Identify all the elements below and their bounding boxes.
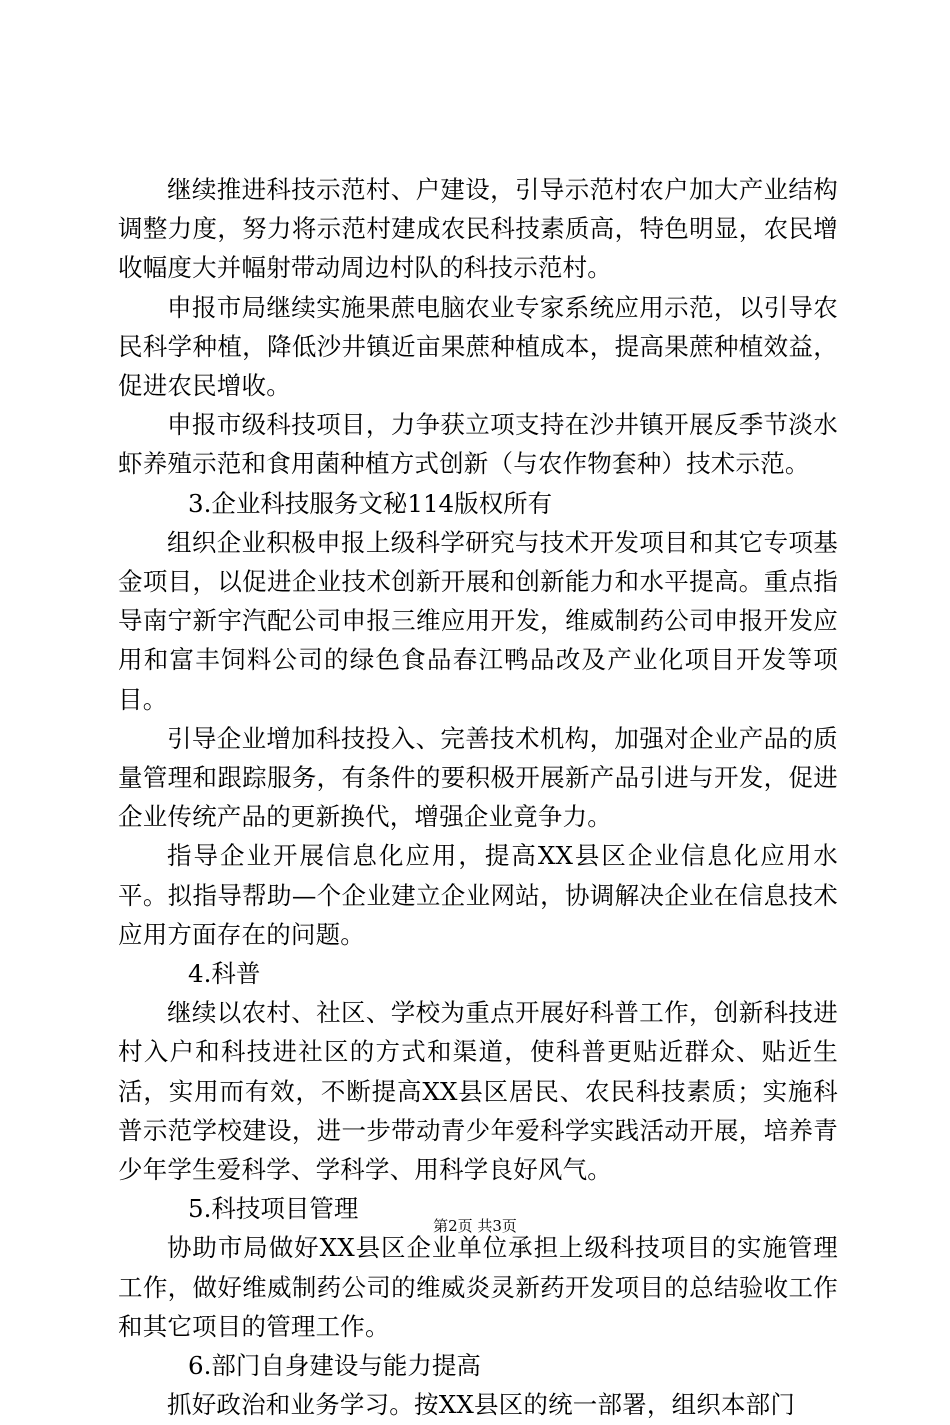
- section-heading-project-management: 5.科技项目管理: [188, 1194, 359, 1224]
- paragraph-demo-village: 继续推进科技示范村、户建设，引导示范村农户加大产业结构调整力度，努力将示范村建成农民科技素质高，特色明显，农民增收幅度大并幅射带动周边村队的科技示范村。: [118, 175, 838, 283]
- paragraph-enterprise-projects: 组织企业积极申报上级科学研究与技术开发项目和其它专项基金项目，以促进企业技术创新开展和创新能力和水平提高。重点指导南宁新宇汽配公司申报三维应用开发，维威制药公司申报开发应用和富丰饲料公司的绿色食品春江鸭品改及产业化项目开发等项目。: [118, 527, 838, 714]
- section-heading-science-popularization: 4.科普: [188, 959, 261, 989]
- page-number-footer: 第2页 共3页: [433, 1217, 517, 1235]
- paragraph-science-popularization: 继续以农村、社区、学校为重点开展好科普工作，创新科技进村入户和科技进社区的方式和渠道，使科普更贴近群众、贴近生活，实用而有效，不断提高XX县区居民、农民科技素质；实施科普示范学校建设，进一步带动青少年爱科学实践活动开展，培养青少年学生爱科学、学科学、用科学良好风气。: [118, 998, 838, 1185]
- paragraph-project-management: 协助市局做好XX县区企业单位承担上级科技项目的实施管理工作，做好维威制药公司的维威炎灵新药开发项目的总结验收工作和其它项目的管理工作。: [118, 1233, 838, 1341]
- paragraph-sugarcane-expert-system: 申报市局继续实施果蔗电脑农业专家系统应用示范，以引导农民科学种植，降低沙井镇近亩果蔗种植成本，提高果蔗种植效益，促进农民增收。: [118, 292, 838, 401]
- paragraph-political-study: 抓好政治和业务学习。按XX县区的统一部署，组织本部门: [167, 1390, 796, 1420]
- document-body: [118, 170, 838, 1425]
- paragraph-enterprise-investment: 引导企业增加科技投入、完善技术机构，加强对企业产品的质量管理和跟踪服务，有条件的要积极开展新产品引进与开发，促进企业传统产品的更新换代，增强企业竟争力。: [118, 723, 838, 832]
- paragraph-informatization: 指导企业开展信息化应用，提高XX县区企业信息化应用水平。拟指导帮助—个企业建立企业网站，协调解决企业在信息技术应用方面存在的问题。: [118, 841, 838, 949]
- section-heading-department-building: 6.部门自身建设与能力提高: [188, 1351, 481, 1381]
- paragraph-city-project: 申报市级科技项目，力争获立项支持在沙井镇开展反季节淡水虾养殖示范和食用菌种植方式创新（与农作物套种）技术示范。: [118, 410, 838, 479]
- section-heading-enterprise-service: 3.企业科技服务文秘114版权所有: [188, 488, 553, 518]
